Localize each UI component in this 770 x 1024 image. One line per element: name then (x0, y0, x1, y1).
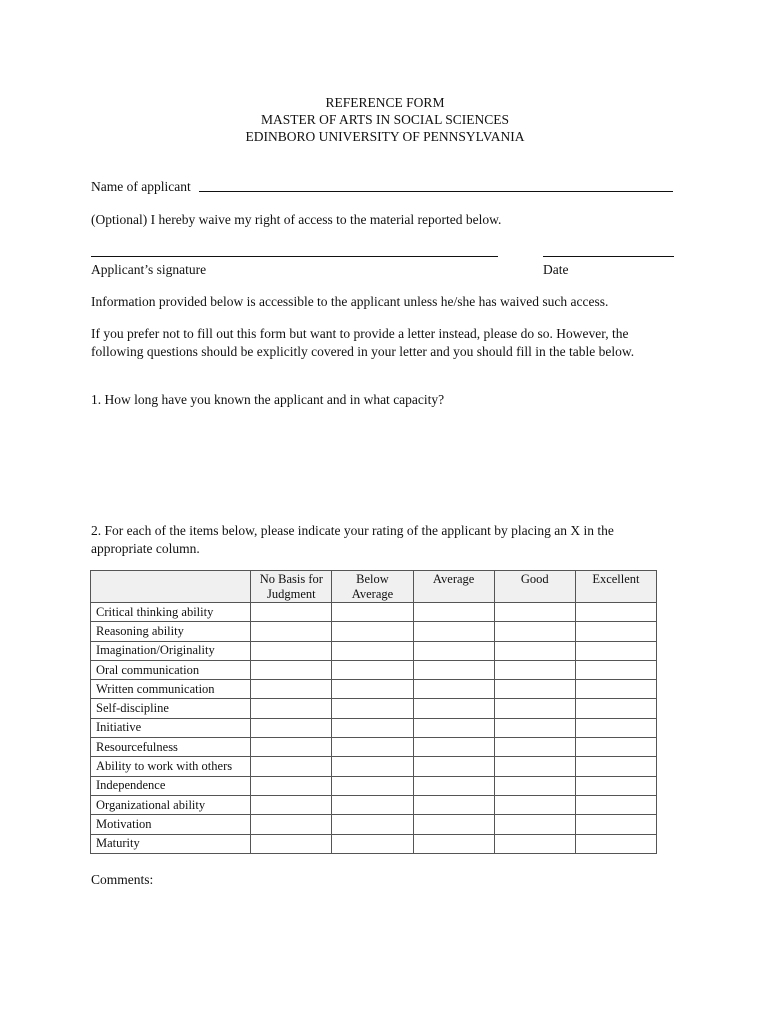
rating-cell[interactable] (332, 834, 413, 853)
rating-cell[interactable] (332, 699, 413, 718)
rating-cell[interactable] (494, 660, 575, 679)
rating-cell[interactable] (251, 815, 332, 834)
rating-cell[interactable] (494, 738, 575, 757)
rating-cell[interactable] (413, 738, 494, 757)
table-row (91, 815, 657, 834)
rating-cell[interactable] (251, 641, 332, 660)
rating-cell[interactable] (494, 834, 575, 853)
rating-cell[interactable] (332, 660, 413, 679)
rating-cell[interactable] (575, 603, 656, 622)
rating-cell[interactable] (575, 641, 656, 660)
comments-label: Comments: (91, 872, 154, 887)
rating-cell[interactable] (251, 660, 332, 679)
rating-cell[interactable] (251, 757, 332, 776)
applicant-signature-field[interactable] (91, 256, 498, 257)
rating-cell[interactable] (413, 660, 494, 679)
rating-cell[interactable] (575, 699, 656, 718)
rating-cell[interactable] (251, 834, 332, 853)
rating-cell[interactable] (575, 738, 656, 757)
rating-cell[interactable] (332, 622, 413, 641)
rating-cell[interactable] (413, 757, 494, 776)
rating-cell[interactable] (332, 738, 413, 757)
form-header (0, 94, 770, 145)
rating-cell[interactable] (413, 603, 494, 622)
rating-cell[interactable] (251, 718, 332, 737)
rating-cell[interactable] (413, 815, 494, 834)
access-note: Information provided below is accessible to the applicant unless he/she has waived such access. (91, 294, 609, 309)
rating-item-label: Self-discipline (91, 699, 251, 718)
table-row (91, 834, 657, 853)
rating-cell[interactable] (413, 680, 494, 699)
column-header: No Basis for Judgment (251, 571, 332, 603)
rating-cell[interactable] (575, 795, 656, 814)
name-of-applicant-field[interactable] (199, 191, 673, 192)
rating-cell[interactable] (251, 699, 332, 718)
rating-item-label: Resourcefulness (91, 738, 251, 757)
rating-cell[interactable] (332, 603, 413, 622)
rating-cell[interactable] (251, 776, 332, 795)
rating-cell[interactable] (575, 815, 656, 834)
university-title: EDINBORO UNIVERSITY OF PENNSYLVANIA (245, 129, 525, 144)
rating-item-label: Independence (91, 776, 251, 795)
table-row (91, 641, 657, 660)
rating-cell[interactable] (413, 718, 494, 737)
table-row (91, 680, 657, 699)
rating-cell[interactable] (332, 776, 413, 795)
ratings-table (90, 570, 657, 854)
rating-cell[interactable] (251, 622, 332, 641)
row-label-header (91, 571, 251, 603)
rating-cell[interactable] (494, 776, 575, 795)
rating-cell[interactable] (332, 680, 413, 699)
rating-cell[interactable] (494, 795, 575, 814)
program-title: MASTER OF ARTS IN SOCIAL SCIENCES (260, 112, 510, 127)
rating-cell[interactable] (575, 660, 656, 679)
rating-cell[interactable] (251, 680, 332, 699)
table-row (91, 795, 657, 814)
rating-cell[interactable] (575, 680, 656, 699)
table-row (91, 757, 657, 776)
rating-item-label: Reasoning ability (91, 622, 251, 641)
rating-cell[interactable] (251, 795, 332, 814)
rating-cell[interactable] (332, 641, 413, 660)
rating-cell[interactable] (332, 718, 413, 737)
rating-cell[interactable] (494, 641, 575, 660)
rating-item-label: Initiative (91, 718, 251, 737)
table-row (91, 776, 657, 795)
rating-cell[interactable] (413, 699, 494, 718)
rating-item-label: Critical thinking ability (91, 603, 251, 622)
rating-item-label: Motivation (91, 815, 251, 834)
rating-cell[interactable] (494, 699, 575, 718)
rating-cell[interactable] (413, 641, 494, 660)
rating-cell[interactable] (251, 603, 332, 622)
rating-item-label: Imagination/Originality (91, 641, 251, 660)
table-header-row (91, 571, 657, 603)
rating-cell[interactable] (494, 815, 575, 834)
rating-item-label: Written communication (91, 680, 251, 699)
rating-item-label: Ability to work with others (91, 757, 251, 776)
rating-cell[interactable] (413, 776, 494, 795)
comments-area[interactable] (91, 892, 671, 1002)
rating-cell[interactable] (575, 622, 656, 641)
table-row (91, 603, 657, 622)
rating-cell[interactable] (575, 834, 656, 853)
table-row (91, 738, 657, 757)
rating-cell[interactable] (494, 680, 575, 699)
column-header: Good (494, 571, 575, 603)
letter-note: If you prefer not to fill out this form but want to provide a letter instead, please do so. However, the following questions should be explicitly covered in your letter and you should fill in the table below. (91, 326, 635, 359)
table-row (91, 660, 657, 679)
rating-cell[interactable] (332, 815, 413, 834)
rating-cell[interactable] (575, 776, 656, 795)
column-header: Excellent (575, 571, 656, 603)
question-1: 1. How long have you known the applicant and in what capacity? (91, 392, 445, 407)
rating-item-label: Maturity (91, 834, 251, 853)
table-row (91, 622, 657, 641)
column-header: Below Average (332, 571, 413, 603)
waiver-statement: (Optional) I hereby waive my right of access to the material reported below. (91, 212, 502, 227)
question-2: 2. For each of the items below, please indicate your rating of the applicant by placing an X in the appropriate column. (91, 523, 614, 556)
applicant-signature-label: Applicant’s signature (91, 262, 207, 277)
table-row (91, 699, 657, 718)
rating-item-label: Oral communication (91, 660, 251, 679)
form-title: REFERENCE FORM (325, 95, 445, 110)
rating-cell[interactable] (494, 757, 575, 776)
rating-cell[interactable] (332, 795, 413, 814)
rating-cell[interactable] (575, 757, 656, 776)
rating-cell[interactable] (575, 718, 656, 737)
date-label: Date (543, 262, 569, 277)
rating-cell[interactable] (413, 834, 494, 853)
column-header: Average (413, 571, 494, 603)
rating-cell[interactable] (413, 622, 494, 641)
table-row (91, 718, 657, 737)
rating-cell[interactable] (494, 603, 575, 622)
rating-cell[interactable] (494, 718, 575, 737)
rating-item-label: Organizational ability (91, 795, 251, 814)
rating-cell[interactable] (251, 738, 332, 757)
name-of-applicant-label: Name of applicant (91, 179, 191, 194)
signature-date-field[interactable] (543, 256, 674, 257)
rating-cell[interactable] (332, 757, 413, 776)
rating-cell[interactable] (413, 795, 494, 814)
rating-cell[interactable] (494, 622, 575, 641)
